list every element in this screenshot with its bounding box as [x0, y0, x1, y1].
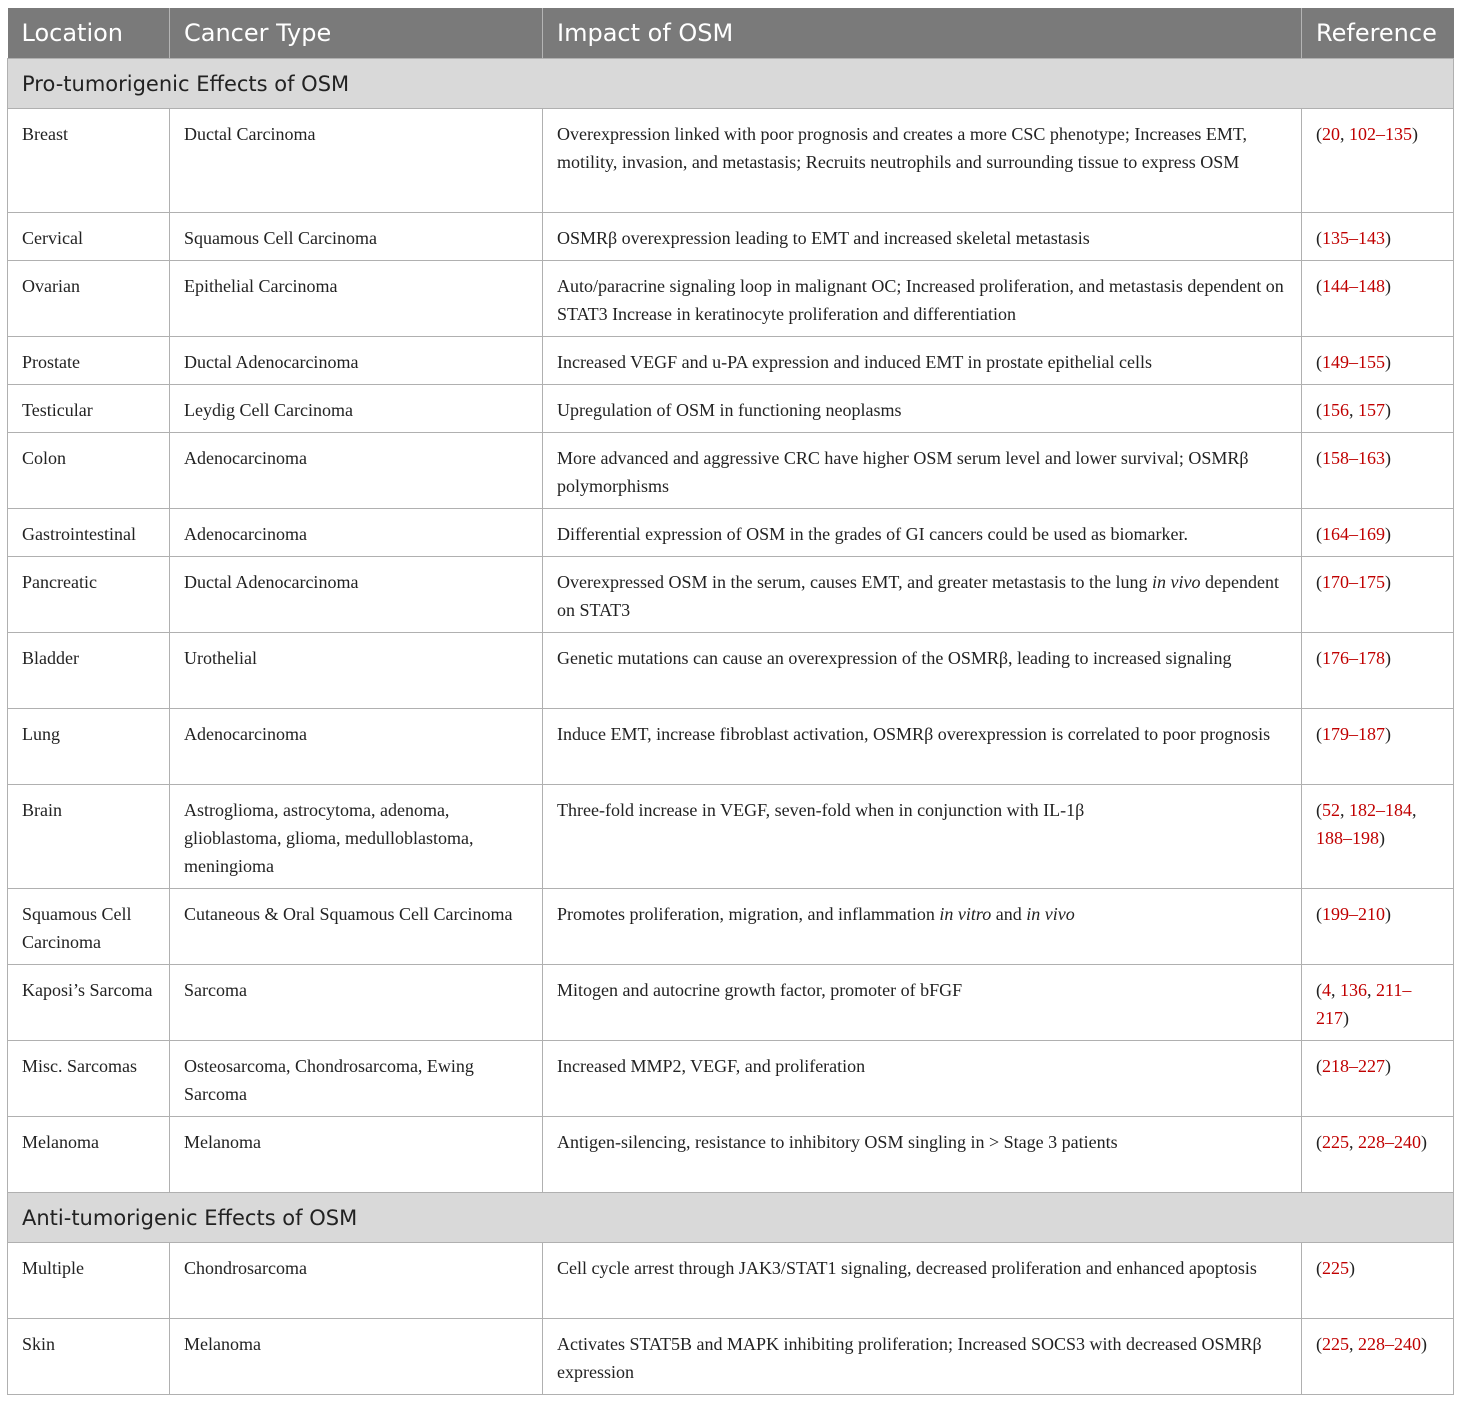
- reference-punct: ): [1385, 276, 1391, 296]
- reference-link[interactable]: 182–184: [1349, 800, 1412, 820]
- reference-link[interactable]: 102–135: [1349, 124, 1412, 144]
- section-title: Anti-tumorigenic Effects of OSM: [8, 1193, 1454, 1243]
- cell-reference: [1302, 557, 1454, 633]
- cell-reference: [1302, 889, 1454, 965]
- cell-impact: Genetic mutations can cause an overexpression of the OSMRβ, leading to increased signaling: [543, 633, 1302, 709]
- cell-impact: Induce EMT, increase fibroblast activation, OSMRβ overexpression is correlated to poor prognosis: [543, 709, 1302, 785]
- reference-link[interactable]: 225: [1322, 1132, 1349, 1152]
- reference-punct: ,: [1412, 800, 1417, 820]
- reference-link[interactable]: 176–178: [1322, 648, 1385, 668]
- cell-cancer-type: Melanoma: [170, 1319, 543, 1395]
- cell-reference: [1302, 965, 1454, 1041]
- cell-location: Kaposi’s Sarcoma: [8, 965, 170, 1041]
- reference-link[interactable]: 4: [1322, 980, 1331, 1000]
- reference-punct: ): [1385, 724, 1391, 744]
- reference-link[interactable]: 188–198: [1316, 828, 1379, 848]
- reference-punct: ,: [1331, 980, 1340, 1000]
- table-body: [8, 59, 1454, 1395]
- reference-punct: (: [1316, 1258, 1322, 1278]
- section-title: Pro-tumorigenic Effects of OSM: [8, 59, 1454, 109]
- reference-punct: ,: [1340, 800, 1349, 820]
- reference-punct: ): [1385, 228, 1391, 248]
- cell-location: Breast: [8, 109, 170, 213]
- cell-location: Colon: [8, 433, 170, 509]
- reference-punct: ): [1385, 648, 1391, 668]
- reference-punct: (: [1316, 1056, 1322, 1076]
- reference-link[interactable]: 179–187: [1322, 724, 1385, 744]
- cell-cancer-type: Leydig Cell Carcinoma: [170, 385, 543, 433]
- table-row: [8, 633, 1454, 709]
- reference-punct: (: [1316, 524, 1322, 544]
- cell-cancer-type: Cutaneous & Oral Squamous Cell Carcinoma: [170, 889, 543, 965]
- cell-reference: [1302, 709, 1454, 785]
- table-row: [8, 785, 1454, 889]
- reference-punct: ): [1379, 828, 1385, 848]
- cell-impact: Overexpressed OSM in the serum, causes EMT, and greater metastasis to the lung in vivo dependent on STAT3: [543, 557, 1302, 633]
- table-row: [8, 337, 1454, 385]
- italic-term: in vivo: [1026, 904, 1075, 924]
- cell-cancer-type: Astroglioma, astrocytoma, adenoma, glioblastoma, glioma, medulloblastoma, meningioma: [170, 785, 543, 889]
- italic-term: in vitro: [939, 904, 992, 924]
- reference-punct: (: [1316, 1132, 1322, 1152]
- cell-reference: [1302, 261, 1454, 337]
- reference-punct: ,: [1367, 980, 1376, 1000]
- reference-punct: (: [1316, 448, 1322, 468]
- reference-link[interactable]: 218–227: [1322, 1056, 1385, 1076]
- table-row: [8, 889, 1454, 965]
- cell-location: Misc. Sarcomas: [8, 1041, 170, 1117]
- reference-punct: (: [1316, 648, 1322, 668]
- table-row: [8, 1319, 1454, 1395]
- header-impact: Impact of OSM: [543, 8, 1302, 59]
- cell-impact: Three-fold increase in VEGF, seven-fold when in conjunction with IL-1β: [543, 785, 1302, 889]
- reference-link[interactable]: 157: [1358, 400, 1385, 420]
- cell-cancer-type: Ductal Adenocarcinoma: [170, 557, 543, 633]
- italic-term: in vivo: [1152, 572, 1201, 592]
- reference-link[interactable]: 211–217: [1316, 980, 1412, 1028]
- reference-punct: ,: [1340, 124, 1349, 144]
- cell-cancer-type: Adenocarcinoma: [170, 433, 543, 509]
- reference-punct: (: [1316, 228, 1322, 248]
- reference-punct: ,: [1349, 1132, 1358, 1152]
- cell-cancer-type: Melanoma: [170, 1117, 543, 1193]
- reference-link[interactable]: 156: [1322, 400, 1349, 420]
- cell-location: Lung: [8, 709, 170, 785]
- cell-location: Cervical: [8, 213, 170, 261]
- reference-link[interactable]: 52: [1322, 800, 1340, 820]
- header-row: [8, 8, 1454, 59]
- osm-table: [7, 8, 1454, 1395]
- table-row: [8, 385, 1454, 433]
- cell-reference: [1302, 213, 1454, 261]
- section-row: [8, 1193, 1454, 1243]
- reference-punct: ): [1385, 448, 1391, 468]
- table-row: [8, 509, 1454, 557]
- cell-cancer-type: Chondrosarcoma: [170, 1243, 543, 1319]
- cell-location: Squamous Cell Carcinoma: [8, 889, 170, 965]
- reference-punct: ): [1385, 400, 1391, 420]
- reference-link[interactable]: 228–240: [1358, 1334, 1421, 1354]
- cell-reference: [1302, 1117, 1454, 1193]
- cell-impact: OSMRβ overexpression leading to EMT and increased skeletal metastasis: [543, 213, 1302, 261]
- reference-punct: (: [1316, 904, 1322, 924]
- cell-impact: Increased VEGF and u-PA expression and induced EMT in prostate epithelial cells: [543, 337, 1302, 385]
- cell-impact: Antigen-silencing, resistance to inhibitory OSM singling in > Stage 3 patients: [543, 1117, 1302, 1193]
- cell-reference: [1302, 509, 1454, 557]
- cell-impact: Auto/paracrine signaling loop in malignant OC; Increased proliferation, and metastasis dependent on STAT3 Increase in keratinocyte proliferation and differentiation: [543, 261, 1302, 337]
- reference-punct: ): [1349, 1258, 1355, 1278]
- reference-link[interactable]: 144–148: [1322, 276, 1385, 296]
- cell-reference: [1302, 109, 1454, 213]
- section-row: [8, 59, 1454, 109]
- reference-punct: ): [1385, 352, 1391, 372]
- cell-cancer-type: Epithelial Carcinoma: [170, 261, 543, 337]
- cell-location: Skin: [8, 1319, 170, 1395]
- cell-location: Pancreatic: [8, 557, 170, 633]
- cell-impact: More advanced and aggressive CRC have higher OSM serum level and lower survival; OSMRβ polymorphisms: [543, 433, 1302, 509]
- reference-punct: (: [1316, 980, 1322, 1000]
- cell-location: Testicular: [8, 385, 170, 433]
- reference-link[interactable]: 20: [1322, 124, 1340, 144]
- table-row: [8, 261, 1454, 337]
- table-row: [8, 433, 1454, 509]
- cell-reference: [1302, 385, 1454, 433]
- cell-cancer-type: Squamous Cell Carcinoma: [170, 213, 543, 261]
- cell-reference: [1302, 433, 1454, 509]
- reference-punct: (: [1316, 724, 1322, 744]
- cell-impact: Cell cycle arrest through JAK3/STAT1 signaling, decreased proliferation and enhanced apoptosis: [543, 1243, 1302, 1319]
- cell-reference: [1302, 337, 1454, 385]
- reference-punct: (: [1316, 1334, 1322, 1354]
- reference-link[interactable]: 164–169: [1322, 524, 1385, 544]
- reference-link[interactable]: 225: [1322, 1258, 1349, 1278]
- cell-impact: Mitogen and autocrine growth factor, promoter of bFGF: [543, 965, 1302, 1041]
- cell-reference: [1302, 785, 1454, 889]
- table-row: [8, 1117, 1454, 1193]
- table-row: [8, 1041, 1454, 1117]
- cell-cancer-type: Osteosarcoma, Chondrosarcoma, Ewing Sarcoma: [170, 1041, 543, 1117]
- cell-cancer-type: Ductal Adenocarcinoma: [170, 337, 543, 385]
- cell-impact: Activates STAT5B and MAPK inhibiting proliferation; Increased SOCS3 with decreased OSMRβ expression: [543, 1319, 1302, 1395]
- reference-link[interactable]: 158–163: [1322, 448, 1385, 468]
- cell-reference: [1302, 633, 1454, 709]
- cell-location: Ovarian: [8, 261, 170, 337]
- header-location: Location: [8, 8, 170, 59]
- header-cancer-type: Cancer Type: [170, 8, 543, 59]
- reference-punct: (: [1316, 572, 1322, 592]
- reference-punct: (: [1316, 400, 1322, 420]
- reference-punct: ): [1385, 904, 1391, 924]
- reference-punct: (: [1316, 352, 1322, 372]
- cell-cancer-type: Adenocarcinoma: [170, 709, 543, 785]
- reference-punct: (: [1316, 276, 1322, 296]
- cell-location: Gastrointestinal: [8, 509, 170, 557]
- reference-link[interactable]: 135–143: [1322, 228, 1385, 248]
- reference-link[interactable]: 225: [1322, 1334, 1349, 1354]
- reference-punct: ): [1421, 1334, 1427, 1354]
- reference-punct: (: [1316, 124, 1322, 144]
- reference-punct: ): [1412, 124, 1418, 144]
- reference-link[interactable]: 228–240: [1358, 1132, 1421, 1152]
- table-row: [8, 1243, 1454, 1319]
- reference-punct: ): [1421, 1132, 1427, 1152]
- reference-punct: ,: [1349, 1334, 1358, 1354]
- table-row: [8, 709, 1454, 785]
- cell-impact: Increased MMP2, VEGF, and proliferation: [543, 1041, 1302, 1117]
- cell-cancer-type: Sarcoma: [170, 965, 543, 1041]
- reference-punct: ): [1385, 524, 1391, 544]
- reference-punct: ,: [1349, 400, 1358, 420]
- header-reference: Reference: [1302, 8, 1454, 59]
- reference-link[interactable]: 199–210: [1322, 904, 1385, 924]
- reference-link[interactable]: 149–155: [1322, 352, 1385, 372]
- reference-punct: (: [1316, 800, 1322, 820]
- table-row: [8, 109, 1454, 213]
- cell-reference: [1302, 1243, 1454, 1319]
- cell-cancer-type: Ductal Carcinoma: [170, 109, 543, 213]
- cell-location: Prostate: [8, 337, 170, 385]
- cell-cancer-type: Adenocarcinoma: [170, 509, 543, 557]
- cell-location: Bladder: [8, 633, 170, 709]
- table-row: [8, 213, 1454, 261]
- reference-link[interactable]: 170–175: [1322, 572, 1385, 592]
- cell-reference: [1302, 1041, 1454, 1117]
- cell-location: Brain: [8, 785, 170, 889]
- cell-impact: Differential expression of OSM in the grades of GI cancers could be used as biomarker.: [543, 509, 1302, 557]
- cell-reference: [1302, 1319, 1454, 1395]
- cell-location: Melanoma: [8, 1117, 170, 1193]
- reference-link[interactable]: 136: [1340, 980, 1367, 1000]
- reference-punct: ): [1385, 572, 1391, 592]
- table-row: [8, 965, 1454, 1041]
- reference-punct: ): [1385, 1056, 1391, 1076]
- table-row: [8, 557, 1454, 633]
- cell-cancer-type: Urothelial: [170, 633, 543, 709]
- cell-impact: Promotes proliferation, migration, and inflammation in vitro and in vivo: [543, 889, 1302, 965]
- cell-impact: Overexpression linked with poor prognosis and creates a more CSC phenotype; Increases EMT, motility, invasion, and metastasis; Recruits neutrophils and surrounding tissue to express OSM: [543, 109, 1302, 213]
- reference-punct: ): [1343, 1008, 1349, 1028]
- cell-location: Multiple: [8, 1243, 170, 1319]
- cell-impact: Upregulation of OSM in functioning neoplasms: [543, 385, 1302, 433]
